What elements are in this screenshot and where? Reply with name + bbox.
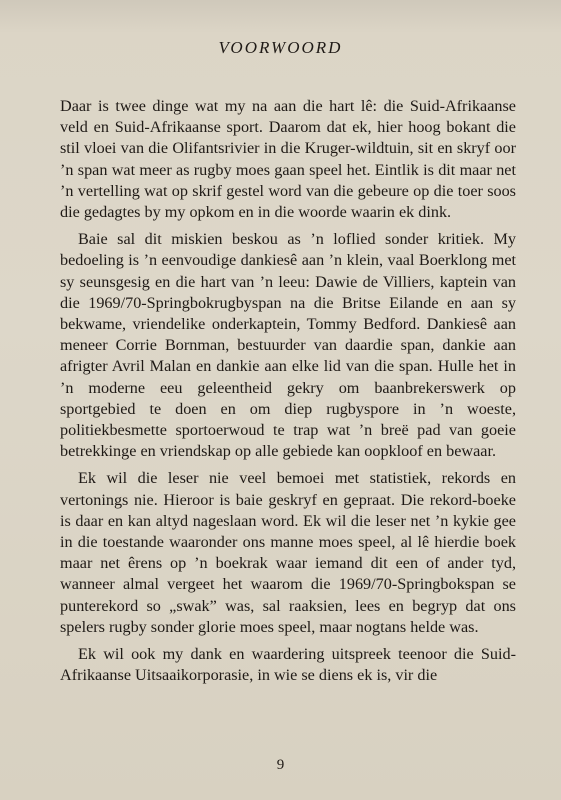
page-number: 9 [276, 757, 285, 773]
paragraph-3: Ek wil die leser nie veel bemoei met statistiek, rekords en vertonings nie. Hieroor is baie geskryf en gepraat. Die rekord-boeke is daar en kan altyd nageslaan word. Ek wil die leser net ’n kykie gee in die toestande waaronder ons manne moes speel, al lê hierdie boek maar net êrens op ’n boekrak waar iemand dit een of ander tyd, wanneer almal vergeet het waarom die 1969/70-Springbokspan se punterekord so „swak” was, sal raaksien, lees en begryp dat ons spelers rugby sonder glorie moes speel, maar nogtans helde was. [60, 469, 516, 636]
paragraph-2: Baie sal dit miskien beskou as ’n loflied sonder kritiek. My bedoeling is ’n eenvoudige dankiesê aan ’n klein, vaal Boerklong met sy seunsgesig en die hart van ’n leeu: Dawie de Villiers, kaptein van die 1969/70-Springbokrugbyspan na die Britse Eilande en aan sy bekwame, vriendelike onderkaptein, Tommy Bedford. Dankiesê aan meneer Corrie Bornman, bestuurder van daardie span, dankie aan afrigter Avril Malan en dankie aan elke lid van die span. Hulle het in ’n moderne eeu geleentheid gekry om baanbrekerswerk op sportgebied te doen en om diep rugbyspore in ’n woeste, politiekbesmette sportoerwoud te trap wat ’n breë pad van goeie betrekkinge en vriendskap op alle gebiede kan oopkloof en bewaar. [60, 230, 516, 461]
paragraph-4: Ek wil ook my dank en waardering uitspreek teenoor die Suid-Afrikaanse Uitsaaikorporasie, in wie se diens ek is, vir die [60, 645, 516, 685]
chapter-heading: VOORWOORD [218, 38, 343, 57]
previous-page-bleed [0, 0, 561, 34]
foreword-body [60, 96, 516, 692]
paragraph-1: Daar is twee dinge wat my na aan die hart lê: die Suid-Afrikaanse veld en Suid-Afrikaanse sport. Daarom dat ek, hier hoog bokant die stil vloei van die Olifantsrivier in die Kruger-wildtuin, sit en skryf oor ’n span wat meer as rugby moes gaan speel het. Eintlik is dit maar net ’n vertelling wat op skrif gestel word van die gebeure op die toer soos die gedagtes by my opkom en in die woorde waarin ek dink. [60, 97, 516, 222]
